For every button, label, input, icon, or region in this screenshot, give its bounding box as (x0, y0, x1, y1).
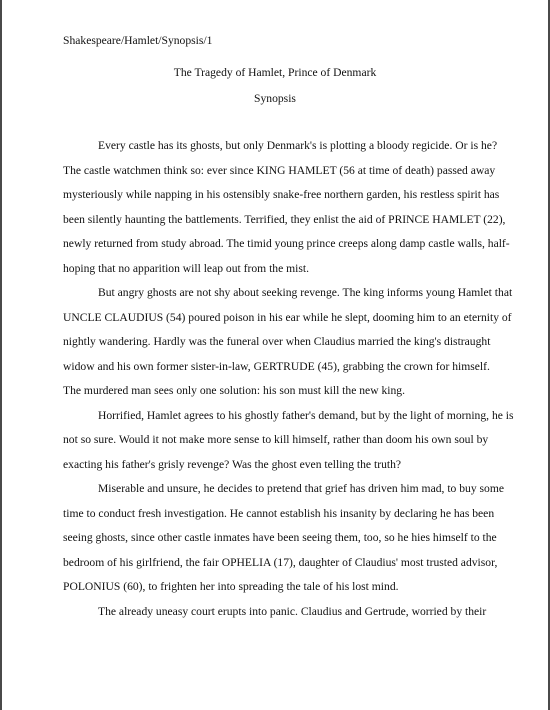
paragraph-4-line-2: time to conduct fresh investigation. He cannot establish his insanity by declaring he has been (63, 507, 495, 520)
paragraph-3-line-3: exacting his father's grisly revenge? Was the ghost even telling the truth? (63, 458, 402, 471)
paragraph-4-line-3: seeing ghosts, since other castle inmates have been seeing them, too, so he hies himself to the (63, 531, 497, 544)
paragraph-2-line-2: UNCLE CLAUDIUS (54) poured poison in his ear while he slept, dooming him to an eternity of (63, 311, 512, 324)
paragraph-4-line-1: Miserable and unsure, he decides to pretend that grief has driven him mad, to buy some (98, 482, 504, 495)
paragraph-1-line-4: been silently haunting the battlements. Terrified, they enlist the aid of PRINCE HAMLET (22), (63, 213, 506, 226)
paragraph-4-line-4: bedroom of his girlfriend, the fair OPHELIA (17), daughter of Claudius' most trusted advisor, (63, 556, 498, 569)
document-subtitle: Synopsis (254, 92, 296, 105)
paragraph-5-line-1: The already uneasy court erupts into panic. Claudius and Gertrude, worried by their (98, 605, 487, 618)
paragraph-1-line-3: mysteriously while napping in his ostensibly snake-free northern garden, his restless spirit has (63, 188, 500, 201)
paragraph-3-line-2: not so sure. Would it not make more sense to kill himself, rather than doom his own soul by (63, 433, 489, 446)
paragraph-4-line-5: POLONIUS (60), to frighten her into spreading the tale of his lost mind. (63, 580, 399, 593)
paragraph-1-line-2: The castle watchmen think so: ever since KING HAMLET (56 at time of death) passed away (63, 164, 496, 177)
document-title: The Tragedy of Hamlet, Prince of Denmark (173, 66, 377, 79)
paragraph-1-line-6: hoping that no apparition will leap out from the mist. (63, 262, 310, 275)
paragraph-2-line-1: But angry ghosts are not shy about seeking revenge. The king informs young Hamlet that (98, 286, 513, 299)
running-head: Shakespeare/Hamlet/Synopsis/1 (63, 34, 213, 47)
paragraph-2-line-4: widow and his own former sister-in-law, GERTRUDE (45), grabbing the crown for himself. (63, 360, 490, 373)
paragraph-2-line-3: nightly wandering. Hardly was the funeral over when Claudius married the king's distraught (63, 335, 491, 348)
page-left-border (0, 0, 2, 710)
paragraph-1-line-1: Every castle has its ghosts, but only Denmark's is plotting a bloody regicide. Or is he? (98, 139, 498, 152)
paragraph-1-line-5: newly returned from study abroad. The timid young prince creeps along damp castle walls, half- (63, 237, 510, 250)
paragraph-3-line-1: Horrified, Hamlet agrees to his ghostly father's demand, but by the light of morning, he is (98, 409, 514, 422)
paragraph-2-line-5: The murdered man sees only one solution: his son must kill the new king. (63, 384, 405, 397)
